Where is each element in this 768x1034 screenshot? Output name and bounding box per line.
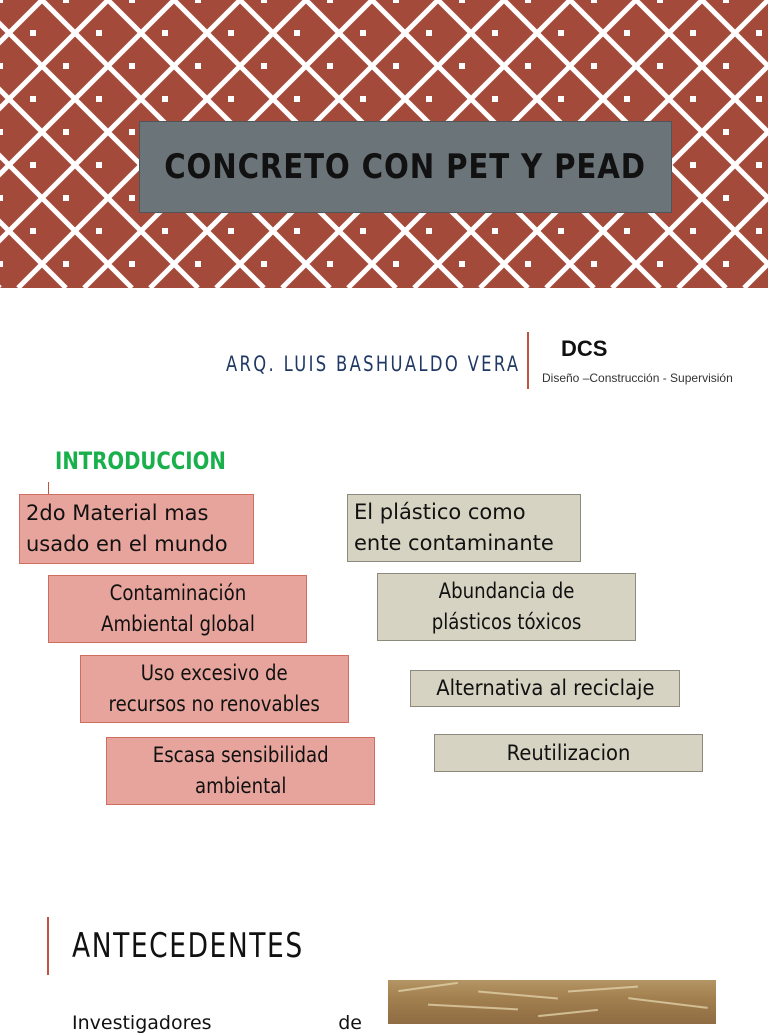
card-text-line: ente contaminante	[354, 531, 554, 555]
intro-card-contaminacion	[48, 575, 307, 643]
card-text-line: Abundancia de	[438, 579, 575, 603]
document-title: CONCRETO CON PET Y PEAD	[164, 147, 647, 187]
company-tagline: Diseño –Construcción - Supervisión	[542, 371, 733, 385]
body-word: de	[338, 1012, 362, 1034]
intro-card-reutilizacion	[434, 734, 703, 772]
intro-heading: INTRODUCCION	[55, 447, 226, 475]
antecedentes-heading: ANTECEDENTES	[72, 926, 304, 966]
title-banner	[0, 0, 768, 288]
card-text-line: ambiental	[194, 774, 287, 798]
intro-card-plastico	[347, 494, 581, 562]
card-text-line: Uso excesivo de	[141, 661, 288, 685]
intro-card-abundancia	[377, 573, 636, 641]
card-text-line: Alternativa al reciclaje	[435, 676, 655, 700]
card-text-line: El plástico como	[354, 500, 526, 524]
card-text-line: Contaminación	[109, 581, 246, 605]
card-text-line: Reutilizacion	[506, 740, 631, 765]
author-name: ARQ. LUIS BASHUALDO VERA	[226, 352, 521, 376]
intro-card-material	[19, 494, 254, 564]
card-text-line: 2do Material mas	[26, 501, 209, 525]
intro-card-reciclaje	[410, 670, 680, 707]
title-box	[139, 121, 672, 213]
company-name: DCS	[561, 336, 608, 361]
concrete-photo-icon	[388, 980, 716, 1024]
author-divider	[527, 332, 529, 389]
intro-card-sensibilidad	[106, 737, 375, 805]
intro-card-recursos	[80, 655, 349, 723]
antecedentes-body	[72, 1012, 362, 1034]
body-word: Investigadores	[72, 1012, 212, 1034]
card-text-line: usado en el mundo	[26, 532, 228, 556]
card-text-line: recursos no renovables	[108, 692, 321, 716]
card-text-line: plásticos tóxicos	[431, 610, 582, 634]
card-text-line: Escasa sensibilidad	[152, 743, 329, 767]
antecedentes-divider	[47, 917, 49, 975]
card-text-line: Ambiental global	[100, 612, 255, 636]
